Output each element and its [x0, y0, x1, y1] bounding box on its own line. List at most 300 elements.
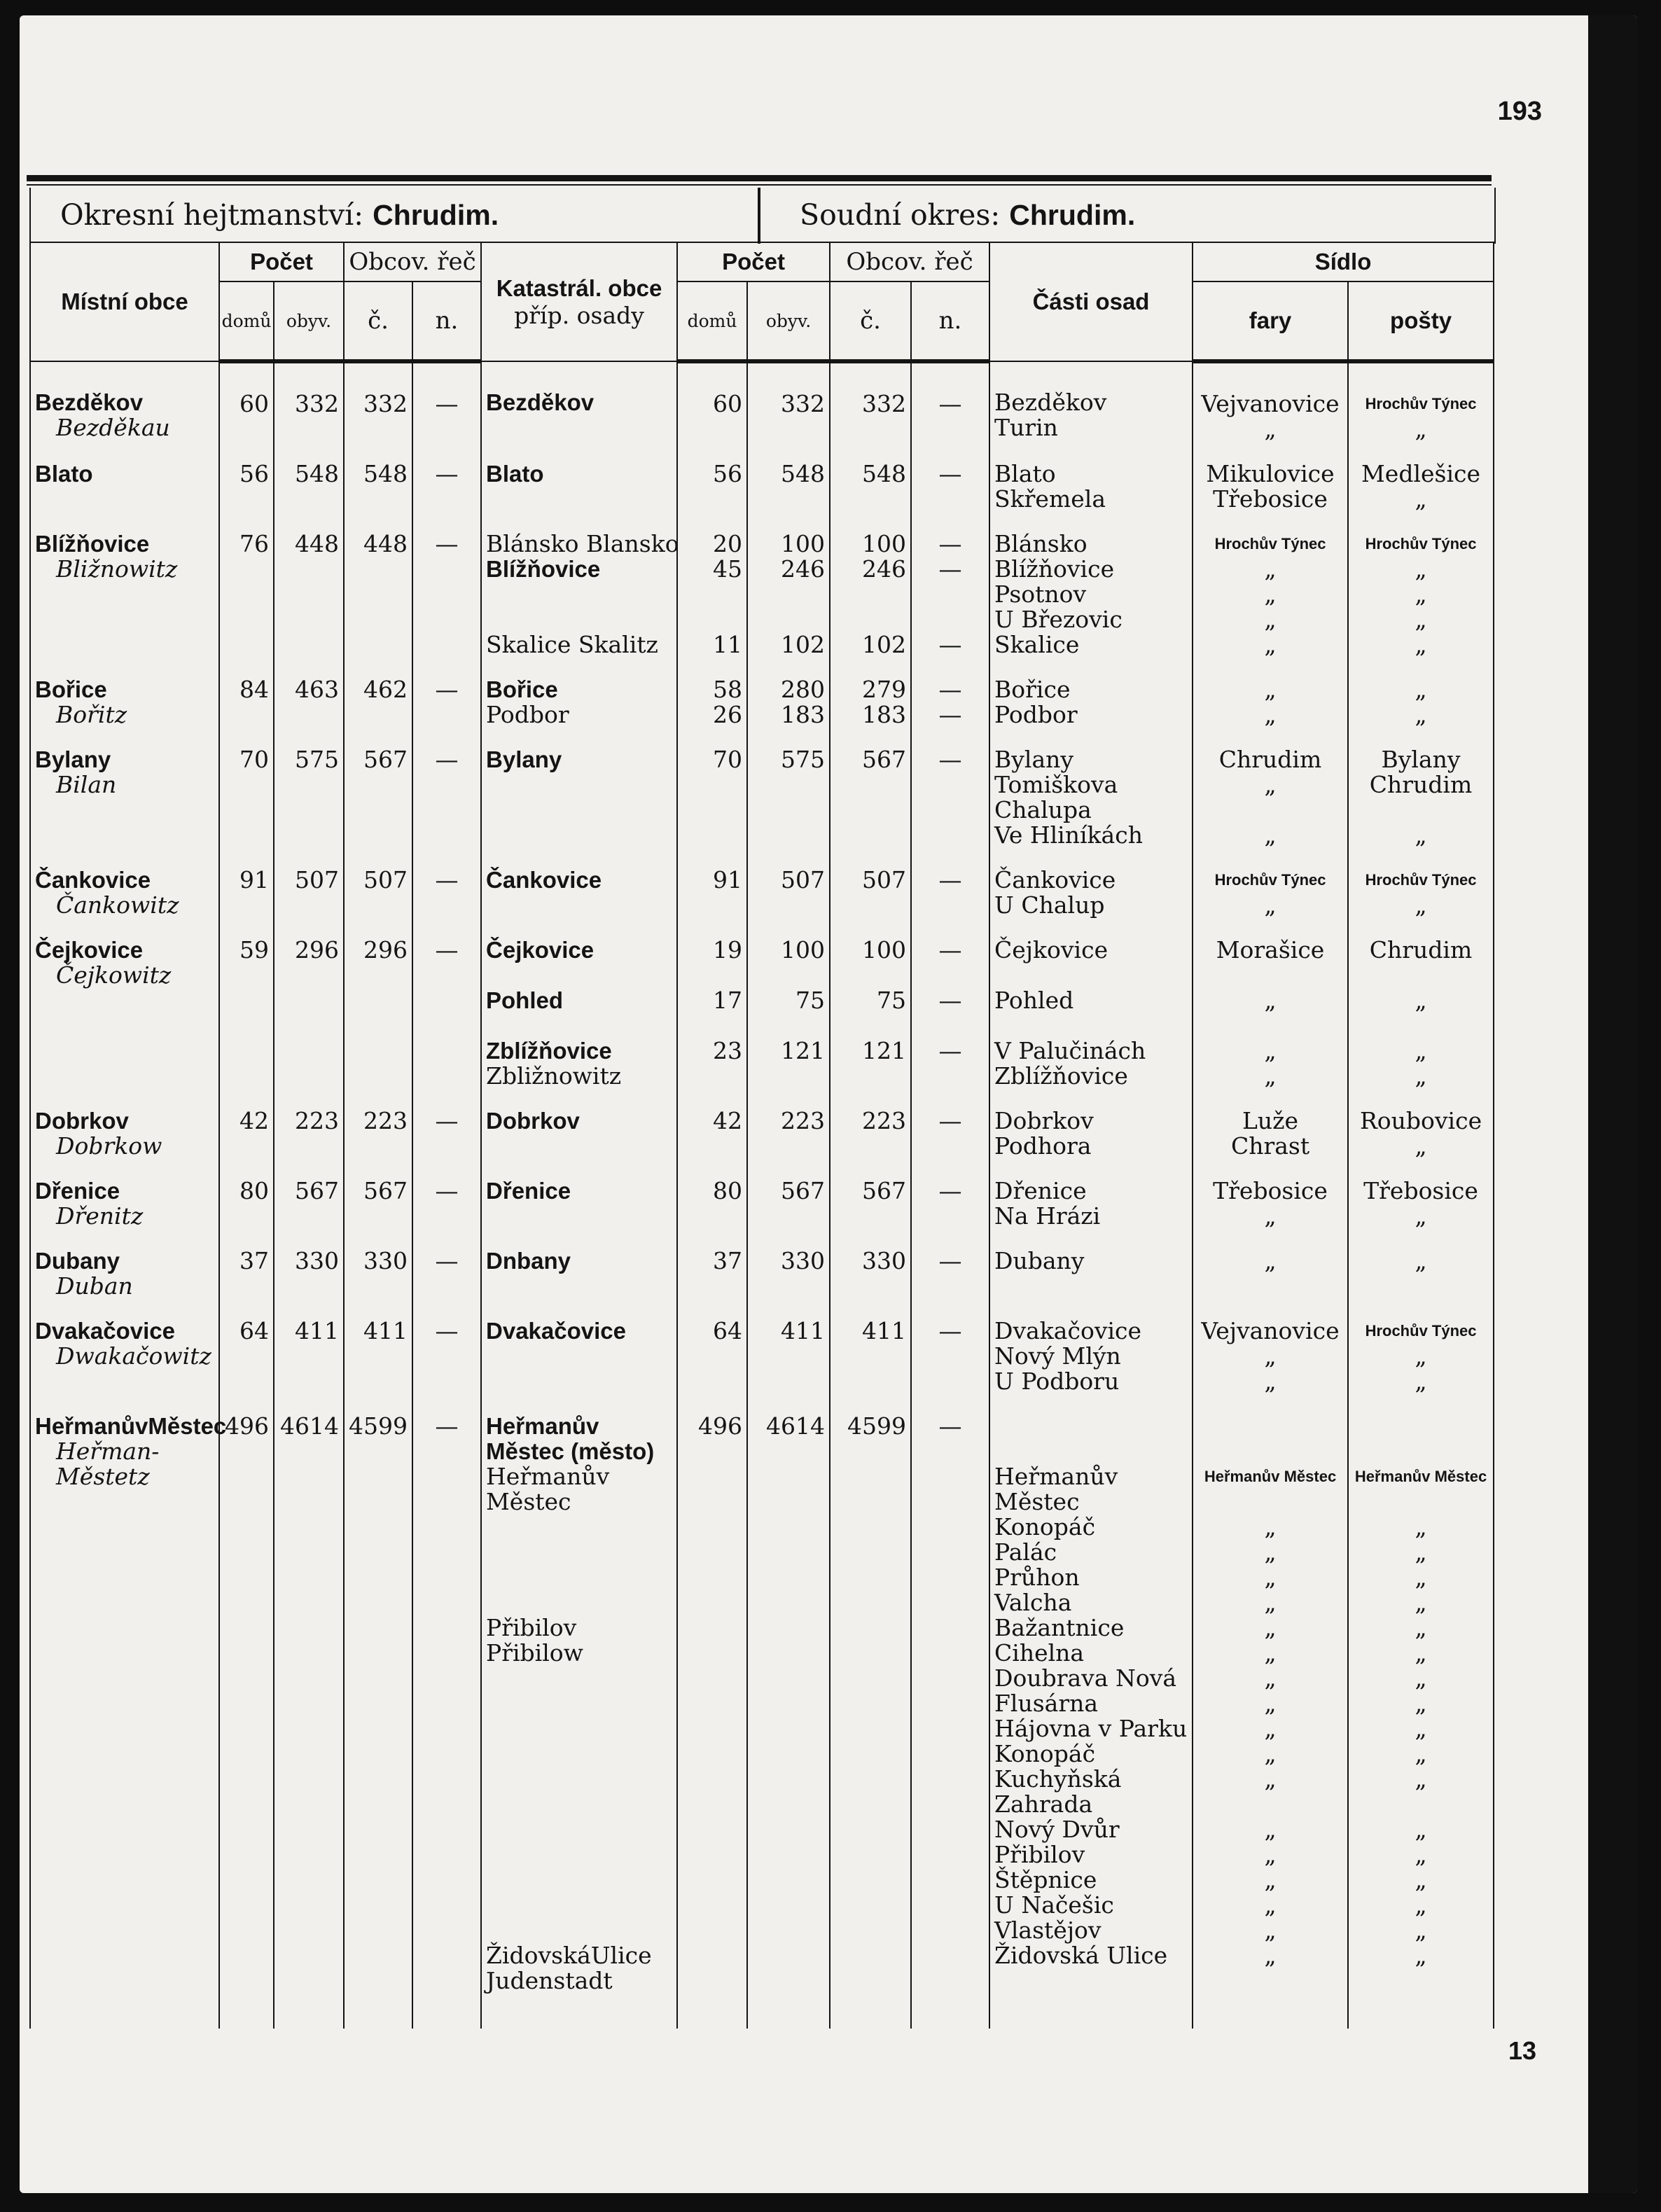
- post-office-seat: „: [1415, 606, 1427, 633]
- cadastral-name: Dobrkov: [486, 1108, 580, 1134]
- post-office-seat: „: [1415, 1816, 1427, 1843]
- cadastral-name: Dřenice: [486, 1178, 571, 1204]
- cadastral-inhabitants: [747, 925, 830, 1096]
- parish-cell: [1193, 449, 1348, 519]
- cadastral-czech: [830, 449, 911, 519]
- settlement-part: Židovská Ulice: [994, 1942, 1168, 1969]
- filler-cell: [1193, 2001, 1348, 2029]
- parish-cell: [1193, 855, 1348, 925]
- municipality-german-name: Čejkowitz: [56, 961, 172, 989]
- post-office-seat: „: [1415, 1866, 1427, 1893]
- cadastral-name: Městec (město): [486, 1438, 655, 1464]
- cadastral-inhabitants-value: [752, 963, 825, 988]
- municipality-table: [29, 242, 1493, 2029]
- cadastral-houses: [677, 925, 747, 1096]
- filler-cell: [830, 2001, 911, 2029]
- post-office-seat: „: [1415, 891, 1427, 919]
- cadastral-czech-value: 567: [862, 1177, 907, 1204]
- parish-seat: „: [1264, 1765, 1277, 1793]
- municipality-german-name: Duban: [56, 1272, 133, 1300]
- cadastral-houses: [677, 449, 747, 519]
- cadastral-name: Dvakačovice: [486, 1318, 626, 1344]
- cadastral-czech-value: 246: [862, 555, 907, 583]
- filler-cell: [911, 2001, 989, 2029]
- parish-seat: „: [1264, 1538, 1277, 1566]
- cadastral-houses: [677, 735, 747, 855]
- municipality-cell: [30, 1166, 219, 1236]
- parish-seat: [1197, 1792, 1343, 1817]
- parish-cell: [1193, 665, 1348, 735]
- post-office-seat: „: [1415, 1132, 1427, 1160]
- settlement-part: Cihelna: [994, 1639, 1085, 1667]
- cadastral-inhabitants: [747, 665, 830, 735]
- cadastral-cell: [481, 519, 677, 665]
- cadastral-german: [911, 1166, 989, 1236]
- parish-seat: „: [1264, 1942, 1277, 1969]
- post-cell: [1348, 519, 1494, 665]
- post-office-seat: [1353, 1414, 1489, 1439]
- post-cell: [1348, 665, 1494, 735]
- settlement-part: Skalice: [994, 631, 1080, 658]
- district-label: Okresní hejtmanství:: [60, 198, 364, 232]
- parish-seat: „: [1264, 1891, 1277, 1919]
- municipality-name: Dobrkov: [35, 1108, 129, 1134]
- post-office-seat: Chrudim: [1369, 936, 1473, 964]
- cadastral-czech-value: 100: [862, 936, 907, 964]
- settlement-part: Nový Dvůr: [994, 1816, 1120, 1843]
- post-office-seat: Hrochův Týnec: [1365, 1322, 1477, 1340]
- parish-seat: Morašice: [1216, 936, 1325, 964]
- czech-speakers: 332: [344, 361, 412, 449]
- table-row: [30, 449, 1494, 519]
- czech-speakers: 4599: [344, 1401, 412, 2001]
- german-speakers: —: [412, 855, 481, 925]
- cadastral-czech-value: [835, 963, 906, 988]
- municipality-cell: [30, 361, 219, 449]
- cadastral-czech-value: [835, 1064, 906, 1089]
- cadastral-czech-value: [835, 1013, 906, 1038]
- table-body: [30, 361, 1494, 2029]
- cadastral-czech-value: 330: [862, 1247, 907, 1274]
- settlement-part: Konopáč: [994, 1513, 1096, 1540]
- settlement-part: U Březovic: [994, 606, 1123, 633]
- col-c2: č.: [830, 281, 911, 361]
- inhabitants-count: 411: [274, 1306, 344, 1401]
- cadastral-houses-value: [682, 1064, 742, 1089]
- cadastral-german-value: [916, 1013, 985, 1038]
- post-office-seat: „: [1415, 1841, 1427, 1868]
- cadastral-czech-value: [835, 607, 906, 632]
- cadastral-name: Bezděkov: [486, 389, 595, 415]
- cadastral-german-value: [916, 1064, 985, 1089]
- cadastral-german-value: [916, 607, 985, 632]
- cadastral-name: [486, 1565, 672, 1590]
- cadastral-name: Podbor: [486, 701, 569, 728]
- cadastral-name: Skalice Skalitz: [486, 631, 658, 658]
- cadastral-inhabitants-value: 102: [781, 631, 826, 658]
- parish-seat: „: [1264, 701, 1277, 728]
- post-office-seat: „: [1415, 415, 1427, 443]
- filler-cell: [989, 2001, 1193, 2029]
- cadastral-houses-value: 80: [713, 1177, 743, 1204]
- cadastral-german-value: —: [938, 1107, 962, 1134]
- cadastral-houses: [677, 519, 747, 665]
- parish-seat: „: [1264, 1614, 1277, 1641]
- settlement-part: Zblížňovice: [994, 1062, 1128, 1090]
- cadastral-name: [486, 1013, 672, 1038]
- municipality-name: Bořice: [35, 676, 107, 702]
- post-office-seat: [1353, 798, 1489, 823]
- settlement-part: Podbor: [994, 701, 1078, 728]
- cadastral-czech: [830, 665, 911, 735]
- cadastral-german: [911, 361, 989, 449]
- parish-seat: „: [1264, 1841, 1277, 1868]
- cadastral-inhabitants-value: 575: [781, 746, 826, 773]
- czech-speakers: 567: [344, 735, 412, 855]
- parish-seat: „: [1264, 1866, 1277, 1893]
- inhabitants-count: 507: [274, 855, 344, 925]
- municipality-cell: [30, 1306, 219, 1401]
- post-office-seat: „: [1415, 1715, 1427, 1742]
- post-office-seat: „: [1415, 1202, 1427, 1230]
- post-cell: [1348, 925, 1494, 1096]
- municipality-german-name: Dřenitz: [56, 1202, 144, 1230]
- cadastral-german-value: —: [938, 987, 962, 1014]
- post-cell: [1348, 1096, 1494, 1166]
- inhabitants-count: 223: [274, 1096, 344, 1166]
- parish-seat: „: [1264, 1639, 1277, 1667]
- cadastral-cell: [481, 361, 677, 449]
- post-office-seat: [1353, 1439, 1489, 1464]
- cadastral-name: [486, 1918, 672, 1943]
- settlement-part: Čejkovice: [994, 936, 1109, 964]
- table-row: [30, 1096, 1494, 1166]
- cadastral-german-value: —: [938, 701, 962, 728]
- cadastral-inhabitants: [747, 449, 830, 519]
- court-value: Chrudim.: [1009, 199, 1136, 231]
- german-speakers: —: [412, 449, 481, 519]
- cadastral-name: Čankovice: [486, 867, 602, 893]
- cadastral-inhabitants: [747, 1401, 830, 2001]
- settlement-part: Bylany: [994, 746, 1074, 773]
- parish-seat: „: [1264, 1589, 1277, 1616]
- municipality-german-name: Bilan: [56, 771, 117, 798]
- settlement-part: Kuchyňská: [994, 1765, 1122, 1793]
- settlement-parts-cell: [989, 361, 1193, 449]
- cadastral-inhabitants-value: 121: [781, 1037, 826, 1064]
- settlement-part: Dřenice: [994, 1177, 1087, 1204]
- col-n: n.: [412, 281, 481, 361]
- col-katastr: [481, 242, 677, 361]
- cadastral-houses-value: 64: [713, 1317, 743, 1344]
- cadastral-houses-value: [682, 582, 742, 607]
- post-office-seat: „: [1415, 1740, 1427, 1767]
- municipality-cell: [30, 735, 219, 855]
- settlement-part: Turin: [994, 414, 1058, 441]
- table-row: [30, 1401, 1494, 2001]
- post-office-seat: Roubovice: [1359, 1107, 1482, 1134]
- cadastral-czech-value: 102: [862, 631, 907, 658]
- czech-speakers: 567: [344, 1166, 412, 1236]
- parish-seat: Vejvanovice: [1201, 390, 1340, 417]
- parish-seat: „: [1264, 676, 1277, 703]
- settlement-part: Pohled: [994, 987, 1074, 1014]
- cadastral-czech: [830, 925, 911, 1096]
- col-obyv: obyv.: [274, 281, 344, 361]
- cadastral-name: Městec: [486, 1488, 571, 1515]
- municipality-german-name: Dobrkow: [56, 1132, 162, 1160]
- cadastral-houses-value: [682, 1013, 742, 1038]
- cadastral-inhabitants-value: [752, 607, 825, 632]
- houses-count: 37: [219, 1236, 274, 1306]
- settlement-part: Štěpnice: [994, 1866, 1097, 1893]
- settlement-part: Psotnov: [994, 580, 1087, 608]
- cadastral-houses-value: 23: [713, 1037, 743, 1064]
- settlement-parts-cell: [989, 1166, 1193, 1236]
- parish-cell: [1193, 925, 1348, 1096]
- houses-count: 56: [219, 449, 274, 519]
- cadastral-german-value: —: [938, 746, 962, 773]
- cadastral-czech: [830, 361, 911, 449]
- cadastral-name: [486, 1817, 672, 1842]
- cadastral-czech: [830, 1236, 911, 1306]
- parish-seat: Heřmanův Městec: [1204, 1468, 1337, 1485]
- german-speakers: —: [412, 1401, 481, 2001]
- settlement-part: Bažantnice: [994, 1614, 1125, 1641]
- cadastral-german: [911, 1306, 989, 1401]
- municipality-name: Dubany: [35, 1248, 120, 1274]
- settlement-parts-cell: [989, 519, 1193, 665]
- cadastral-houses-value: 70: [713, 746, 743, 773]
- post-office-seat: „: [1415, 1614, 1427, 1641]
- post-office-seat: Hrochův Týnec: [1365, 871, 1477, 889]
- col-katastr-line1: Katastrál. obce: [496, 274, 662, 301]
- municipality-cell: [30, 449, 219, 519]
- table-row: [30, 855, 1494, 925]
- cadastral-inhabitants: [747, 519, 830, 665]
- table-row: [30, 361, 1494, 449]
- czech-speakers: 448: [344, 519, 412, 665]
- post-office-seat: [1353, 1489, 1489, 1515]
- filler-cell: [677, 2001, 747, 2029]
- cadastral-cell: [481, 449, 677, 519]
- cadastral-houses-value: 60: [713, 390, 743, 417]
- houses-count: 59: [219, 925, 274, 1096]
- cadastral-czech: [830, 855, 911, 925]
- cadastral-german-value: —: [938, 530, 962, 557]
- parish-cell: [1193, 519, 1348, 665]
- parish-seat: „: [1264, 821, 1277, 849]
- cadastral-houses-value: 11: [713, 631, 743, 658]
- settlement-part: V Palučinách: [994, 1037, 1146, 1064]
- cadastral-inhabitants-value: 223: [781, 1107, 826, 1134]
- cadastral-inhabitants-value: 183: [781, 701, 826, 728]
- cadastral-inhabitants-value: 280: [781, 676, 826, 703]
- german-speakers: —: [412, 665, 481, 735]
- settlement-part: Průhon: [994, 1564, 1080, 1591]
- cadastral-cell: [481, 1096, 677, 1166]
- post-cell: [1348, 449, 1494, 519]
- parish-seat: „: [1264, 1062, 1277, 1090]
- cadastral-czech: [830, 1401, 911, 2001]
- post-office-seat: „: [1415, 1690, 1427, 1717]
- german-speakers: —: [412, 1306, 481, 1401]
- parish-cell: [1193, 1401, 1348, 2001]
- post-office-seat: „: [1415, 1589, 1427, 1616]
- parish-cell: [1193, 1096, 1348, 1166]
- cadastral-houses: [677, 1166, 747, 1236]
- parish-seat: „: [1264, 1917, 1277, 1944]
- post-office-seat: „: [1415, 1538, 1427, 1566]
- cadastral-german: [911, 735, 989, 855]
- inhabitants-count: 296: [274, 925, 344, 1096]
- municipality-name: Dvakačovice: [35, 1318, 175, 1344]
- parish-seat: [1197, 798, 1343, 823]
- col-domu: domů: [219, 281, 274, 361]
- post-office-seat: „: [1415, 1342, 1427, 1370]
- municipality-name: Blížňovice: [35, 531, 150, 557]
- cadastral-czech: [830, 735, 911, 855]
- cadastral-name: [486, 1767, 672, 1792]
- municipality-name: Blato: [35, 461, 93, 487]
- cadastral-houses-value: 58: [713, 676, 743, 703]
- cadastral-german-value: —: [938, 1412, 962, 1440]
- cadastral-czech-value: 411: [862, 1317, 907, 1344]
- cadastral-inhabitants-value: 246: [781, 555, 826, 583]
- post-cell: [1348, 855, 1494, 925]
- cadastral-german: [911, 1096, 989, 1166]
- settlement-part: U Podboru: [994, 1368, 1120, 1395]
- settlement-part: Čankovice: [994, 866, 1116, 893]
- cadastral-german-value: —: [938, 1037, 962, 1064]
- settlement-parts-cell: [989, 925, 1193, 1096]
- inhabitants-count: 330: [274, 1236, 344, 1306]
- filler-cell: [274, 2001, 344, 2029]
- parish-seat: „: [1264, 1816, 1277, 1843]
- post-office-seat: „: [1415, 1037, 1427, 1064]
- district-heading: [60, 198, 499, 232]
- cadastral-german-value: —: [938, 676, 962, 703]
- cadastral-houses-value: 45: [713, 555, 743, 583]
- inhabitants-count: 548: [274, 449, 344, 519]
- parish-seat: „: [1264, 1564, 1277, 1591]
- table-row: [30, 925, 1494, 1096]
- municipality-cell: [30, 519, 219, 665]
- parish-seat: „: [1264, 1740, 1277, 1767]
- cadastral-inhabitants-value: 507: [781, 866, 826, 893]
- cadastral-czech: [830, 1096, 911, 1166]
- cadastral-czech-value: 507: [862, 866, 907, 893]
- post-office-seat: „: [1415, 1062, 1427, 1090]
- houses-count: 70: [219, 735, 274, 855]
- german-speakers: —: [412, 925, 481, 1096]
- cadastral-name: [486, 1515, 672, 1540]
- settlement-part: Městec: [994, 1488, 1080, 1515]
- cadastral-name: Dnbany: [486, 1248, 571, 1274]
- settlement-part: Blato: [994, 460, 1056, 487]
- cadastral-cell: [481, 1166, 677, 1236]
- parish-seat: „: [1264, 1202, 1277, 1230]
- settlement-part: Chalupa: [994, 796, 1092, 823]
- col-pocet: Počet: [219, 242, 344, 281]
- cadastral-german: [911, 519, 989, 665]
- settlement-part: Doubrava Nová: [994, 1664, 1177, 1692]
- cadastral-german: [911, 449, 989, 519]
- houses-count: 496: [219, 1401, 274, 2001]
- cadastral-name: [486, 1867, 672, 1893]
- post-office-seat: [1353, 1013, 1489, 1038]
- cadastral-czech: [830, 1306, 911, 1401]
- cadastral-german-value: —: [938, 631, 962, 658]
- settlement-part: [994, 1439, 1188, 1464]
- cadastral-inhabitants-value: 100: [781, 530, 826, 557]
- filler-cell: [219, 2001, 274, 2029]
- german-speakers: —: [412, 519, 481, 665]
- parish-seat: „: [1264, 1342, 1277, 1370]
- cadastral-inhabitants: [747, 735, 830, 855]
- cadastral-czech-value: 223: [862, 1107, 907, 1134]
- parish-seat: Hrochův Týnec: [1214, 871, 1326, 889]
- cadastral-german-value: [916, 963, 985, 988]
- settlement-part: [994, 1013, 1188, 1038]
- parish-cell: [1193, 1236, 1348, 1306]
- cadastral-houses-value: [682, 963, 742, 988]
- parish-seat: „: [1264, 1715, 1277, 1742]
- col-domu2: domů: [677, 281, 747, 361]
- cadastral-name: Blato: [486, 461, 544, 487]
- municipality-name: Čankovice: [35, 867, 151, 893]
- table-row: [30, 519, 1494, 665]
- post-cell: [1348, 735, 1494, 855]
- cadastral-inhabitants-value: 75: [795, 987, 826, 1014]
- settlement-part: Dubany: [994, 1247, 1085, 1274]
- parish-seat: Mikulovice: [1206, 460, 1335, 487]
- cadastral-german-value: —: [938, 1317, 962, 1344]
- settlement-part: Tomiškova: [994, 771, 1118, 798]
- cadastral-houses-value: 42: [713, 1107, 743, 1134]
- header-rule: [27, 175, 1492, 186]
- filler-cell: [30, 2001, 219, 2029]
- post-office-seat: „: [1415, 676, 1427, 703]
- cadastral-name: Heřmanův: [486, 1463, 610, 1490]
- houses-count: 60: [219, 361, 274, 449]
- cadastral-name: [486, 1590, 672, 1615]
- settlement-part: Bořice: [994, 676, 1071, 703]
- cadastral-czech: [830, 519, 911, 665]
- cadastral-inhabitants-value: 332: [781, 390, 826, 417]
- cadastral-name: Heřmanův: [486, 1413, 599, 1439]
- parish-seat: „: [1264, 555, 1277, 583]
- parish-seat: „: [1264, 415, 1277, 443]
- german-speakers: —: [412, 1236, 481, 1306]
- cadastral-german-value: —: [938, 936, 962, 964]
- settlement-parts-cell: [989, 1236, 1193, 1306]
- settlement-parts-cell: [989, 449, 1193, 519]
- cadastral-inhabitants-value: [752, 1064, 825, 1089]
- parish-seat: Chrast: [1230, 1132, 1310, 1160]
- cadastral-houses-value: 56: [713, 460, 743, 487]
- post-office-seat: „: [1415, 701, 1427, 728]
- cadastral-houses: [677, 361, 747, 449]
- post-office-seat: Hrochův Týnec: [1365, 535, 1477, 552]
- post-office-seat: [1353, 963, 1489, 988]
- cadastral-czech-value: 548: [862, 460, 907, 487]
- settlement-part: Valcha: [994, 1589, 1072, 1616]
- settlement-part: Na Hrázi: [994, 1202, 1101, 1230]
- cadastral-houses-value: 17: [713, 987, 743, 1014]
- post-office-seat: „: [1415, 1513, 1427, 1540]
- parish-seat: [1197, 1414, 1343, 1439]
